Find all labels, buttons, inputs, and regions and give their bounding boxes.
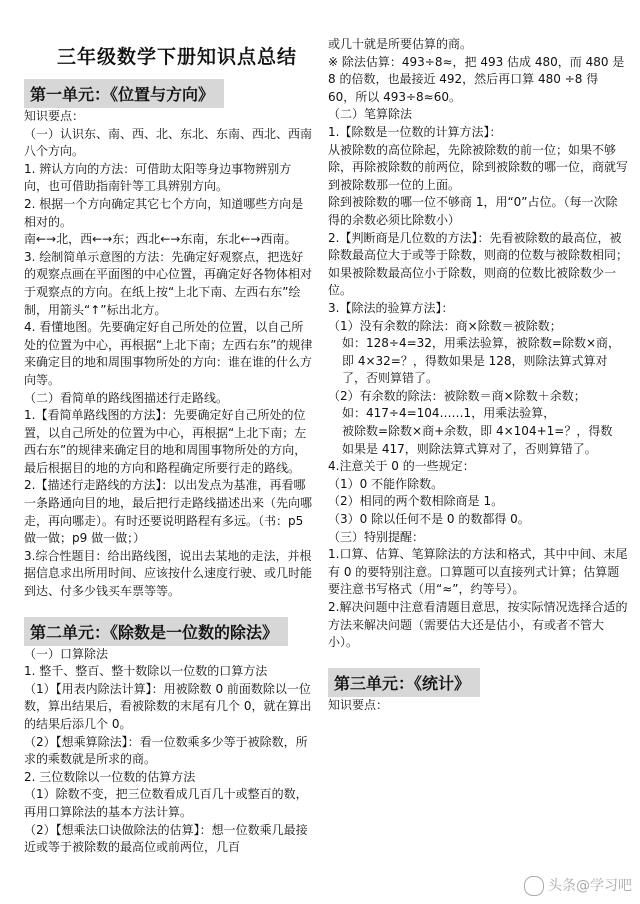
unit3-line: 知识要点：: [328, 697, 389, 712]
right-line: （2）有余数的除法：被除数＝商×除数＋余数；: [328, 388, 586, 403]
right-line: 如果是 417，则除法算式算对了，否则算错了。: [342, 441, 597, 456]
left-column: [24, 0, 314, 857]
watermark: [524, 875, 632, 896]
right-line: ※ 除法估算：493÷8≈，把 493 估成 480，而 480 是 8 的倍数，也最接近 492，然后再口算 480 ÷8 得 60，所以 493÷8≈60。: [328, 54, 625, 104]
right-line: 4.注意关于 0 的一些规定：: [328, 459, 475, 474]
right-line: （2）相同的两个数相除商是 1。: [328, 494, 504, 509]
right-line: （3）0 除以任何不是 0 的数都得 0。: [328, 512, 530, 527]
right-line: 如：128÷4=32，用乘法验算，被除数=除数×商，即 4×32=？，得数如果是 128，则除法算式算对了，否则算错了。: [342, 336, 621, 386]
unit2-line: 2. 三位数除以一位数的估算方法: [24, 769, 196, 784]
unit1-line: 3. 绘制简单示意图的方法：先确定好观察点，把选好的观察点画在平面图的中心位置，再确定好各物体相对于观察点的方向。在纸上按“上北下南、左西右东”绘制，用箭头“↑”标出北方。: [24, 249, 313, 317]
right-line: （1）0 不能作除数。: [328, 476, 444, 491]
unit2-heading: 第二单元：《除数是一位数的除法》: [24, 617, 288, 646]
right-line: （1）没有余数的除法：商×除数＝被除数；: [328, 318, 562, 333]
unit2-line: （2）【想乘算除法】：看一位数乘多少等于被除数，所求的乘数就是所求的商。: [24, 734, 308, 767]
right-line: （三）特别提醒：: [328, 529, 425, 544]
unit1-line: 1.【看简单路线图的方法】：先要确定好自己所处的位置，以自己所处的位置为中心，再根据“上北下南；左西右东”的规律来确定目的地和周围事物所处的方向，最后根据目的地的方向和路程确定所要行走的路线。: [24, 408, 307, 475]
right-line: （二）笔算除法: [328, 107, 413, 122]
watermark-logo-icon: [524, 876, 544, 896]
unit2-line: （1）【用表内除法计算】：用被除数 0 前面数除以一位数，算出结果后，看被除数的末尾有几个 0，就在算出的结果后添几个 0。: [24, 681, 312, 731]
unit1-line: 南←→北，西←→东；西北←→东南，东北←→西南。: [24, 232, 297, 247]
unit2-line: 1. 整千、整百、整十数除以一位数的口算方法: [24, 664, 268, 679]
unit1-heading: 第一单元：《位置与方向》: [24, 79, 224, 108]
right-column: [328, 36, 628, 714]
unit1-line: （一）认识东、南、西、北、东北、东南、西北、西南八个方向。: [24, 126, 313, 159]
right-line: 被除数=除数×商+余数，即 4×104+1=？，得数: [342, 424, 613, 439]
right-line: 1.口算、估算、笔算除法的方法和格式，其中中间、末尾有 0 的要特别注意。口算题可以直接列式计算；估算题要注意书写格式（用“≈”，约等号）。: [328, 547, 628, 597]
right-line: 3.【除法的验算方法】：: [328, 300, 454, 315]
unit1-body: [24, 108, 314, 601]
watermark-text: 头条@学习吧: [548, 878, 632, 894]
unit1-line: 2.【描述行走路线的方法】：以出发点为基准，再看哪一条路通向目的地，最后把行走路线描述出来（先向哪走，再向哪走）。有时还要说明路程有多远。（书：p5 做一做；p9 做一做；）: [24, 478, 313, 546]
unit1-line: （二）看简单的路线图描述行走路线。: [24, 390, 229, 405]
right-line: 如：417÷4=104……1，用乘法验算，: [342, 406, 556, 421]
unit1-line: 3.综合性题目：给出路线图，说出去某地的走法，并根据信息求出所用时间、应该按什么速度行驶、或几时能到达、付多少钱买车票等等。: [24, 548, 313, 599]
unit2-body: [24, 646, 314, 857]
right-line: 2.【判断商是几位数的方法】：先看被除数的最高位，被除数最高位大于或等于除数，则商的位数与被除数相同；如果被除数最高位小于除数，则商的位数比被除数少一位。: [328, 230, 629, 298]
page-title: 三年级数学下册知识点总结: [56, 46, 297, 68]
right-line: 2.解决问题中注意看清题目意思，按实际情况选择合适的方法来解决问题（需要估大还是估小，有或者不管大小）。: [328, 600, 628, 650]
unit1-line: 2. 根据一个方向确定其它七个方向，知道哪些方向是相对的。: [24, 196, 304, 229]
unit3-heading: 第三单元：《统计》: [328, 668, 480, 697]
right-line: 从被除数的高位除起，先除被除数的前一位；如果不够除，再除被除数的前两位，除到被除数的哪一位，商就写到被除数那一位的上面。: [328, 142, 629, 192]
right-line: 除到被除数的哪一位不够商 1，用“0”占位。（每一次除得的余数必须比除数小）: [328, 195, 618, 227]
unit2-line: （2）【想乘法口诀做除法的估算】：想一位数乘几最接近或等于被除数的最高位或前两位，几百: [24, 822, 308, 855]
unit2-line: （1）除数不变，把三位数看成几百几十或整百的数，再用口算除法的基本方法计算。: [24, 787, 308, 819]
unit1-line: 1. 辨认方向的方法：可借助太阳等身边事物辨别方向，也可借助指南针等工具辨别方向。: [24, 161, 292, 194]
unit2-line: （一）口算除法: [24, 646, 109, 661]
right-line: 1.【除数是一位数的计算方法】：: [328, 124, 502, 139]
unit1-line: 4. 看懂地图。先要确定好自己所处的位置，以自己所处的位置为中心，再根据“上北下南；左西右东”的规律来确定目的地和周围事物所处的方向：谁在谁的什么方向等。: [24, 320, 313, 387]
unit1-line: 知识要点：: [24, 109, 85, 123]
right-line: 或几十就是所要估算的商。: [328, 37, 473, 51]
